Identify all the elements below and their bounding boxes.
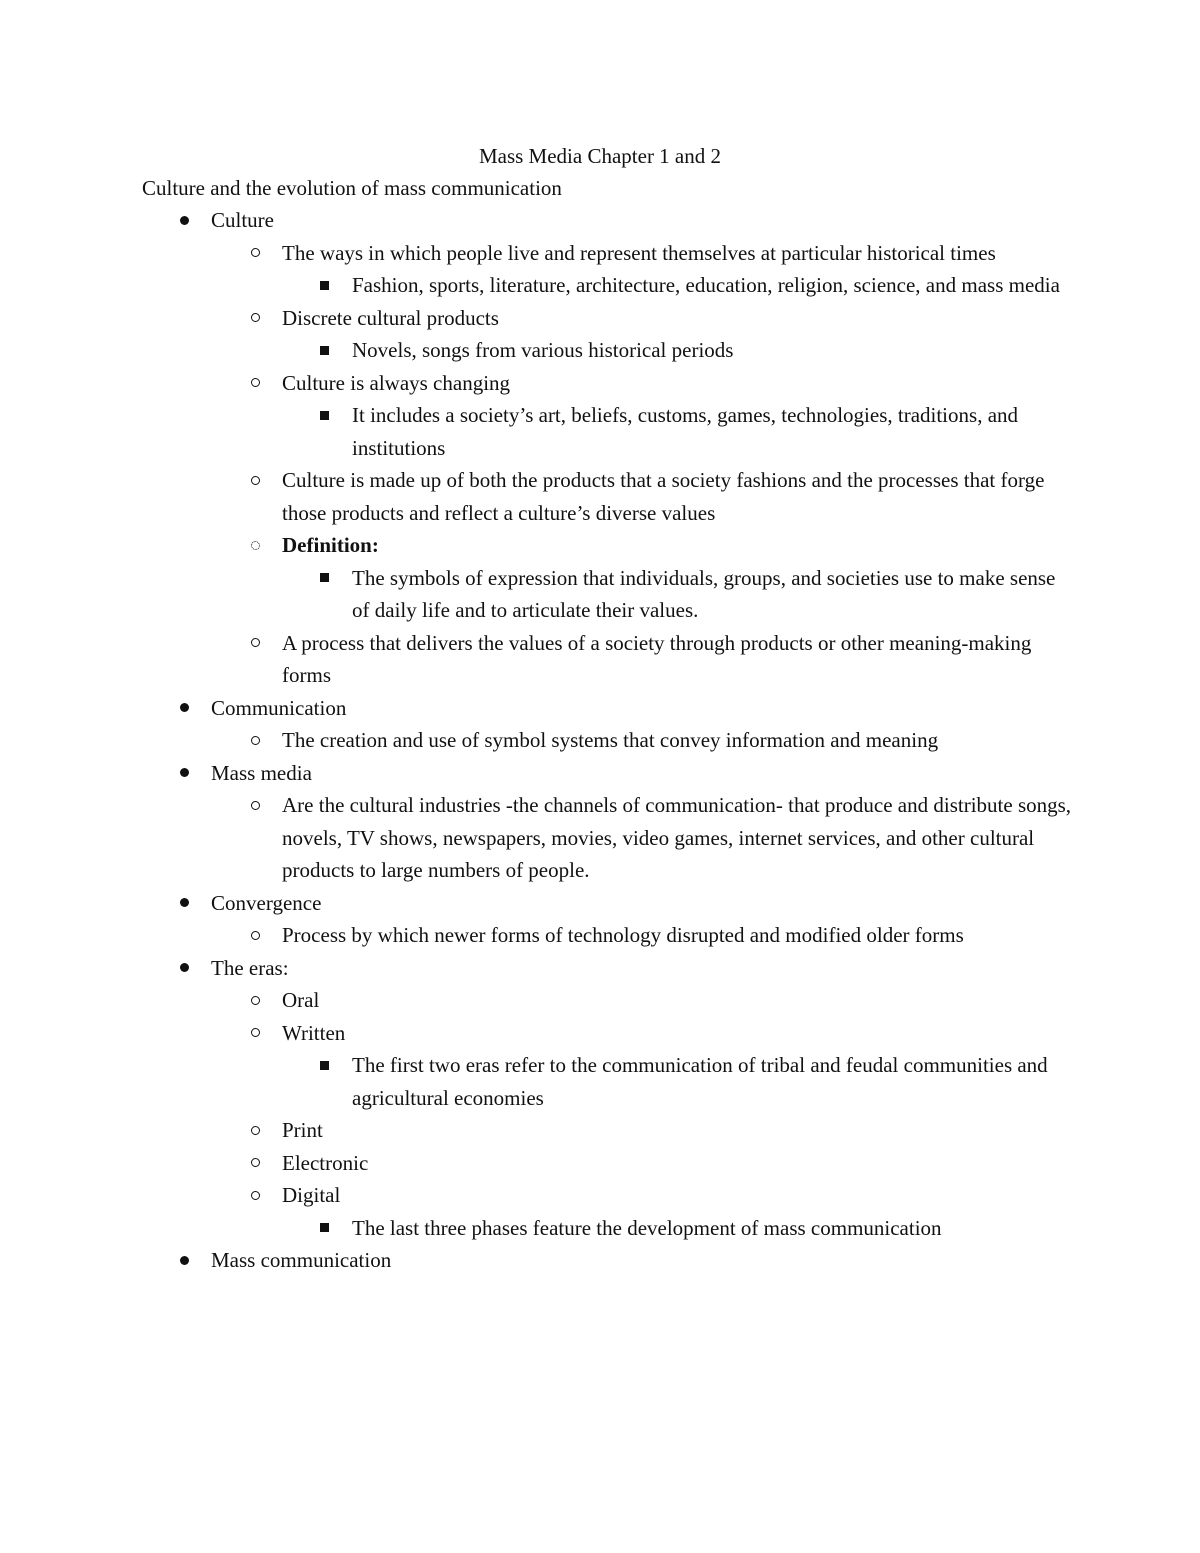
bullet-circle-icon [245, 627, 265, 660]
list-item [0, 789, 1200, 887]
list-item [0, 334, 1200, 367]
list-item-text: Communication [211, 695, 347, 720]
bullet-circle-icon [245, 1179, 265, 1212]
list-item-text: Digital [282, 1183, 341, 1207]
bullet-circle-icon [245, 789, 265, 822]
bullet-square-icon [314, 562, 334, 595]
bullet-circle-icon [245, 1017, 265, 1050]
notes-outline [0, 204, 1200, 1277]
bullet-dot-icon [174, 1244, 194, 1277]
list-item [0, 367, 1200, 400]
list-item-text: Oral [282, 988, 320, 1012]
list-item-text: The symbols of expression that individuals, groups, and societies use to make sense of daily life and to articulate their values. [352, 565, 1056, 622]
list-item-text: Fashion, sports, literature, architecture, education, religion, science, and mass media [352, 273, 1060, 297]
bullet-circle-icon [245, 237, 265, 270]
list-item [0, 757, 1200, 790]
bullet-circle-icon [245, 464, 265, 497]
list-item-text: The ways in which people live and represent themselves at particular historical times [282, 240, 996, 265]
list-item [0, 269, 1200, 302]
list-item [0, 627, 1200, 692]
list-item-text: Are the cultural industries -the channels of communication- that produce and distribute songs, novels, TV shows, newspapers, movies, video games, internet services, and other cultural products to large numbers of people. [282, 793, 1072, 882]
list-item-text: Culture is always changing [282, 370, 511, 395]
list-item [0, 1114, 1200, 1147]
document-title: Mass Media Chapter 1 and 2 [478, 144, 722, 168]
list-item-text: It includes a society’s art, beliefs, customs, games, technologies, traditions, and institutions [352, 403, 1019, 460]
definition-label: Definition: [282, 533, 379, 557]
list-item-text: Convergence [211, 890, 322, 915]
list-item [0, 692, 1200, 725]
list-item-text: Process by which newer forms of technology disrupted and modified older forms [282, 923, 964, 947]
list-item-text: Culture [211, 208, 274, 232]
bullet-circle-icon [245, 302, 265, 335]
list-item-text: Written [282, 1020, 346, 1045]
list-item [0, 1017, 1200, 1050]
list-item [0, 724, 1200, 757]
list-item-text: Culture is made up of both the products that a society fashions and the processes that forge those products and reflect a culture’s diverse values [282, 468, 1045, 525]
bullet-circle-icon [245, 984, 265, 1017]
list-item [0, 529, 1200, 562]
bullet-dot-icon [174, 757, 194, 790]
bullet-square-icon [314, 334, 334, 367]
list-item-text: The creation and use of symbol systems that convey information and meaning [282, 728, 939, 752]
list-item [0, 952, 1200, 985]
bullet-dotted-circle-icon [245, 529, 265, 562]
list-item-text: A process that delivers the values of a society through products or other meaning-making forms [282, 630, 1032, 687]
list-item-text: Mass media [211, 760, 312, 785]
bullet-circle-icon [245, 1114, 265, 1147]
list-item [0, 302, 1200, 335]
list-item-text: Electronic [282, 1150, 369, 1175]
list-item-text: Novels, songs from various historical periods [352, 338, 734, 362]
list-item [0, 399, 1200, 464]
bullet-dot-icon [174, 204, 194, 237]
bullet-circle-icon [245, 724, 265, 757]
section-heading: Culture and the evolution of mass communication [142, 176, 562, 200]
bullet-circle-icon [245, 367, 265, 400]
list-item [0, 984, 1200, 1017]
list-item [0, 204, 1200, 237]
bullet-square-icon [314, 1212, 334, 1245]
bullet-square-icon [314, 399, 334, 432]
bullet-square-icon [314, 269, 334, 302]
list-item [0, 1212, 1200, 1245]
list-item [0, 562, 1200, 627]
list-item-text: Discrete cultural products [282, 305, 499, 330]
list-item [0, 237, 1200, 270]
list-item [0, 1179, 1200, 1212]
list-item [0, 1049, 1200, 1114]
bullet-dot-icon [174, 692, 194, 725]
list-item-text: Print [282, 1118, 323, 1142]
list-item [0, 887, 1200, 920]
list-item-text: The last three phases feature the development of mass communication [352, 1215, 942, 1240]
list-item [0, 919, 1200, 952]
list-item [0, 464, 1200, 529]
bullet-circle-icon [245, 1147, 265, 1180]
bullet-dot-icon [174, 887, 194, 920]
list-item [0, 1244, 1200, 1277]
bullet-dot-icon [174, 952, 194, 985]
bullet-circle-icon [245, 919, 265, 952]
list-item-text: Mass communication [211, 1248, 392, 1272]
list-item-text: The first two eras refer to the communication of tribal and feudal communities and agricultural economies [352, 1053, 1048, 1110]
bullet-square-icon [314, 1049, 334, 1082]
list-item-text: The eras: [211, 955, 289, 980]
list-item [0, 1147, 1200, 1180]
